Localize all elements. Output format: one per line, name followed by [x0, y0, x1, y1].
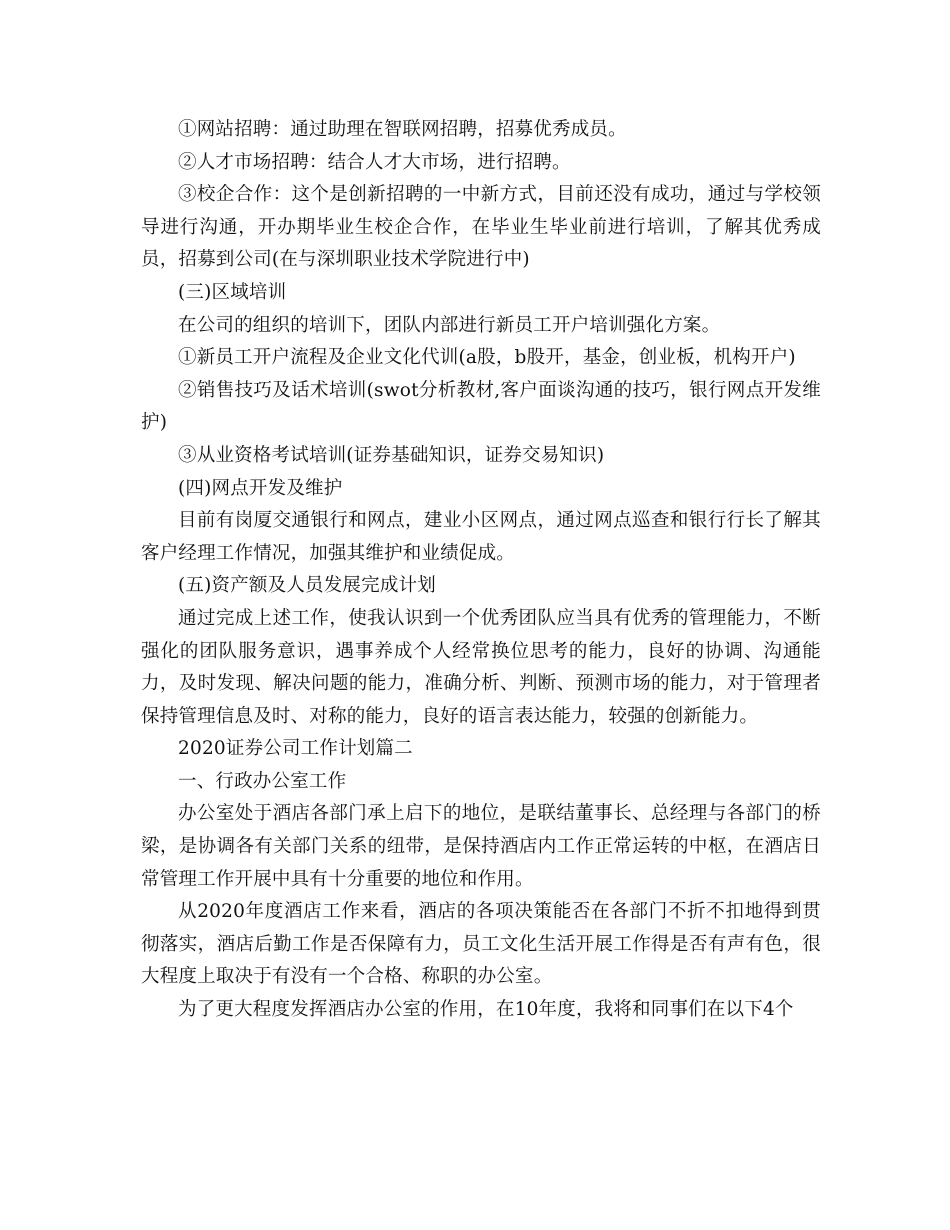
paragraph-office-review: 从2020年度酒店工作来看，酒店的各项决策能否在各部门不折不扣地得到贯彻落实，酒店后勤工作是否保障有力，员工文化生活开展工作得是否有声有色，很大程度上取决于有没有一个合格、称职的办公室。 [141, 901, 821, 988]
article-title-part-two: 2020证券公司工作计划篇二 [178, 738, 413, 760]
section-heading-admin-office: 一、行政办公室工作 [178, 770, 347, 792]
paragraph-recruit-market: ②人才市场招聘：结合人才大市场，进行招聘。 [178, 151, 571, 173]
paragraph-asset-plan: 通过完成上述工作，使我认识到一个优秀团队应当具有优秀的管理能力，不断强化的团队服务意识，遇事养成个人经常换位思考的能力，良好的协调、沟通能力，及时发现、解决问题的能力，准确分析、判断、预测市场的能力，对于管理者保持管理信息及时、对称的能力，良好的语言表达能力，较强的创新能力。 [141, 607, 821, 727]
section-heading-outlet-development: (四)网点开发及维护 [178, 477, 343, 499]
document-body [141, 114, 821, 1027]
section-heading-asset-plan: (五)资产额及人员发展完成计划 [178, 575, 436, 597]
paragraph-training-exam: ③从业资格考试培训(证券基础知识，证券交易知识) [178, 444, 605, 466]
section-heading-regional-training: (三)区域培训 [178, 281, 287, 303]
paragraph-recruit-web: ①网站招聘：通过助理在智联网招聘，招募优秀成员。 [178, 119, 627, 140]
paragraph-recruit-school: ③校企合作：这个是创新招聘的一中新方式，目前还没有成功，通过与学校领导进行沟通，开办期毕业生校企合作，在毕业生毕业前进行培训，了解其优秀成员，招募到公司(在与深圳职业技术学院进行中) [141, 184, 821, 271]
paragraph-office-role: 办公室处于酒店各部门承上启下的地位，是联结董事长、总经理与各部门的桥梁，是协调各有关部门关系的纽带，是保持酒店内工作正常运转的中枢，在酒店日常管理工作开展中具有十分重要的地位和作用。 [141, 803, 821, 890]
paragraph-training-intro: 在公司的组织的培训下，团队内部进行新员工开户培训强化方案。 [178, 314, 721, 336]
paragraph-training-sales: ②销售技巧及话术培训(swot分析教材,客户面谈沟通的技巧，银行网点开发维护) [141, 379, 821, 434]
paragraph-office-plan: 为了更大程度发挥酒店办公室的作用，在10年度，我将和同事们在以下4个 [178, 999, 794, 1021]
paragraph-training-account: ①新员工开户流程及企业文化代训(a股，b股开，基金，创业板，机构开户) [178, 347, 796, 369]
paragraph-outlet-development: 目前有岗厦交通银行和网点，建业小区网点，通过网点巡查和银行行长了解其客户经理工作情况，加强其维护和业绩促成。 [141, 510, 821, 564]
